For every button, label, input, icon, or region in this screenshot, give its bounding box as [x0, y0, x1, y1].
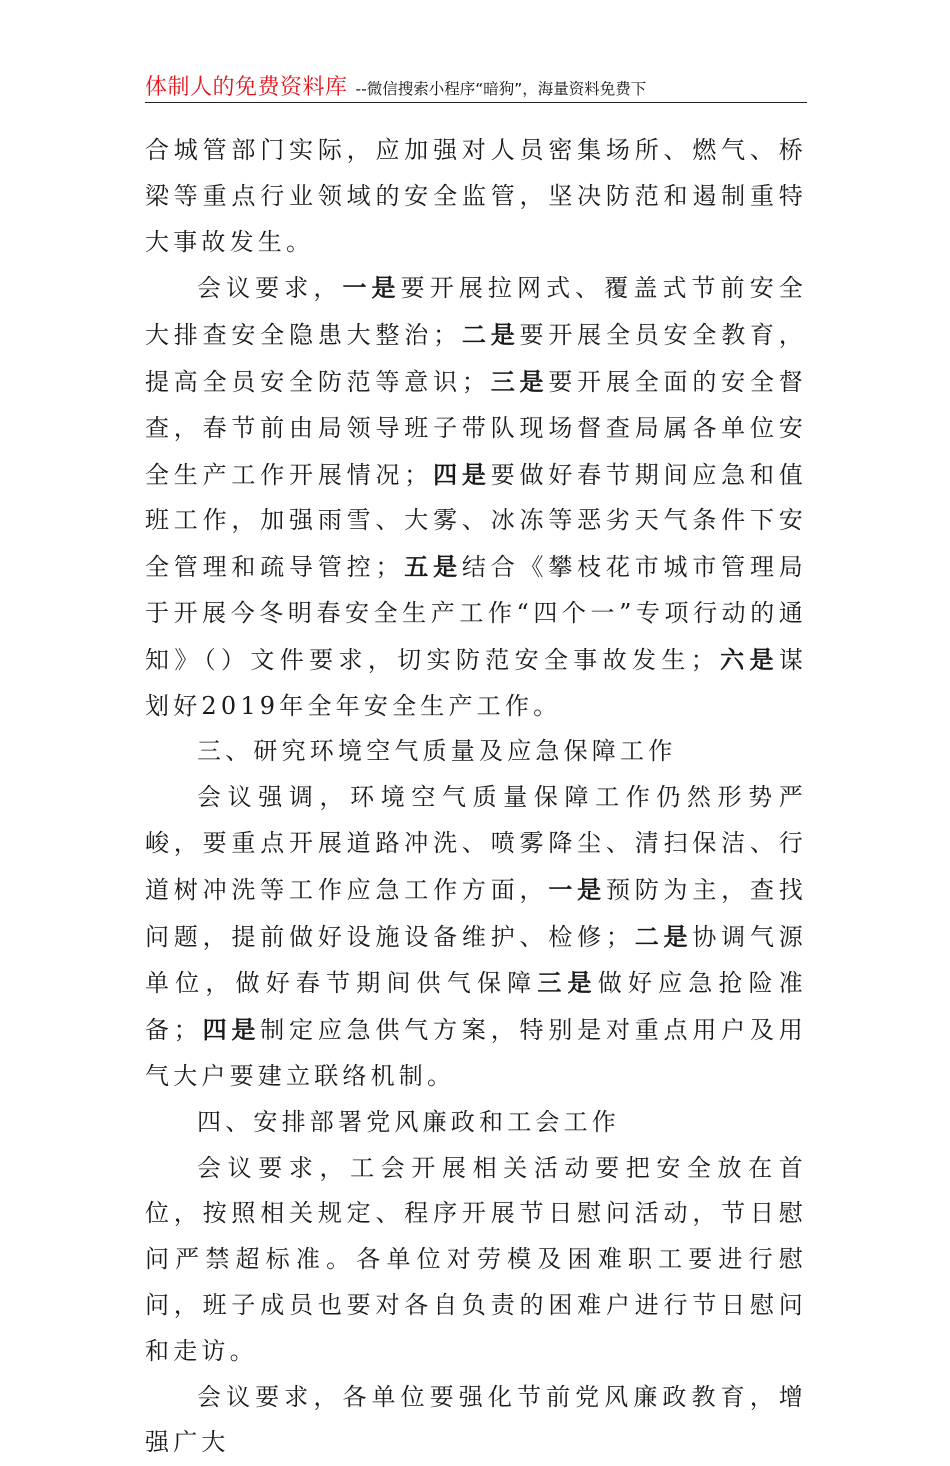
section-heading	[145, 1100, 807, 1146]
body-text: 合城管部门实际，应加强对人员密集场所、燃气、桥梁等重点行业领域的安全监管，坚决防范和遏制重特大事故发生。	[145, 136, 807, 256]
page-header	[145, 70, 807, 103]
body-text: 谋划好2019年全年安全生产工作。	[145, 645, 808, 720]
paragraph	[145, 775, 807, 1100]
header-brand: 体制人的免费资料库	[145, 75, 348, 100]
paragraph	[145, 1146, 807, 1375]
paragraph	[145, 128, 807, 265]
body-text: 会议要求，	[197, 274, 343, 303]
document-body	[145, 128, 807, 1466]
body-text: 结合《攀枝花市城市管理局于开展今冬明春安全生产工作“四个一”专项行动的通知》（）文件要求，切实防范安全事故发生；	[145, 553, 807, 674]
emphasis-text: 一是	[342, 273, 401, 303]
body-text: 三、研究环境空气质量及应急保障工作	[197, 737, 677, 766]
body-text: 四、安排部署党风廉政和工会工作	[197, 1107, 620, 1136]
body-text: 要做好春节期间应急和值班工作，加强雨雪、大雾、冰冻等恶劣天气条件下安全管理和疏导管控；	[145, 460, 808, 582]
emphasis-text: 六是	[718, 644, 779, 674]
body-text: 会议要求，各单位要强化节前党风廉政教育，增强广大	[145, 1382, 807, 1457]
body-text: 预防为主，查找问题，提前做好设施设备维护、检修；	[145, 875, 807, 951]
emphasis-text: 四是	[202, 1015, 261, 1045]
emphasis-text: 三是	[537, 968, 598, 998]
body-text: 会议要求，工会开展相关活动要把安全放在首位，按照相关规定、程序开展节日慰问活动，节日慰问严禁超标准。各单位对劳模及困难职工要进行慰问，班子成员也要对各自负责的困难户进行节日慰问和走访。	[145, 1153, 807, 1365]
body-text: 协调气源单位，做好春节期间供气保障	[145, 922, 807, 998]
emphasis-text: 一是	[548, 874, 606, 904]
emphasis-text: 五是	[403, 552, 462, 582]
header-tagline: --微信搜索小程序“暗狗”，海量资料免费下	[355, 80, 647, 98]
body-text: 会议强调，环境空气质量保障工作仍然形势严峻，要重点开展道路冲洗、喷雾降尘、清扫保洁、行道树冲洗等工作应急工作方面，	[145, 783, 807, 904]
emphasis-text: 四是	[432, 459, 491, 489]
paragraph	[145, 265, 807, 729]
body-text: 做好应急抢险准备；	[145, 969, 807, 1045]
section-heading	[145, 729, 807, 775]
emphasis-text: 二是	[634, 921, 693, 951]
emphasis-text: 二是	[461, 320, 520, 350]
paragraph	[145, 1375, 807, 1466]
body-text: 制定应急供气方案，特别是对重点用户及用气大户要建立联络机制。	[145, 1016, 807, 1090]
body-text: 要开展拉网式、覆盖式节前安全大排查安全隐患大整治；	[145, 274, 807, 350]
emphasis-text: 三是	[490, 366, 549, 396]
body-text: 要开展全员安全教育，提高全员安全防范等意识；	[145, 321, 808, 396]
body-text: 要开展全面的安全督查，春节前由局领导班子带队现场督查局属各单位安全生产工作开展情况；	[145, 367, 807, 489]
